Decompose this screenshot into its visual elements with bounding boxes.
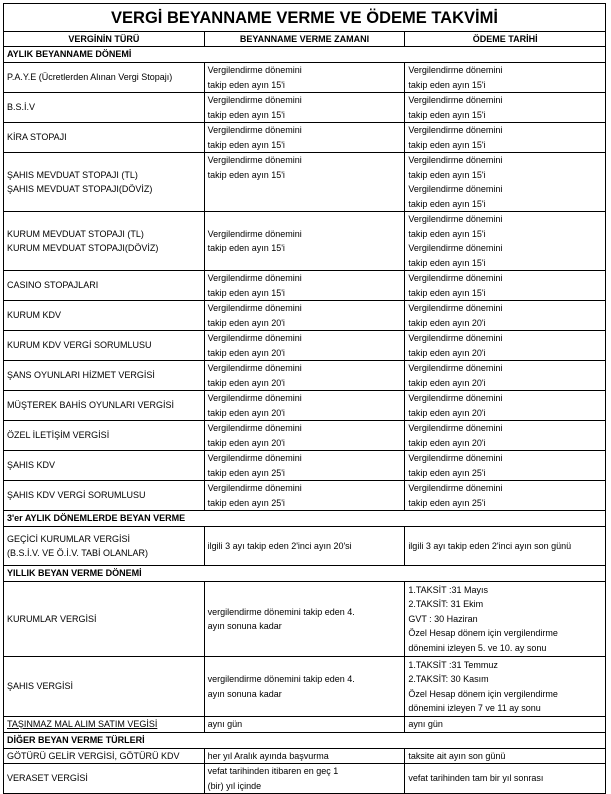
row-declaration bbox=[204, 212, 405, 271]
row-tax-name-line: (B.S.İ.V. VE Ö.İ.V. TABİ OLANLAR) bbox=[7, 548, 149, 558]
row-declaration-line: vefat tarihinden itibaren en geç 1 bbox=[207, 766, 339, 776]
row-declaration-line: takip eden ayın 20'i bbox=[207, 347, 285, 358]
row-tax-name bbox=[4, 764, 205, 794]
row-declaration-line: her yıl Aralık ayında başvurma bbox=[207, 750, 329, 761]
row-payment-line: takip eden ayın 15'i bbox=[408, 198, 486, 209]
row-declaration-line: Vergilendirme dönemini bbox=[207, 303, 302, 313]
row-payment bbox=[405, 93, 606, 123]
row-declaration-line: ayın sonuna kadar bbox=[207, 688, 282, 699]
row-payment-line: takip eden ayın 20'i bbox=[408, 317, 486, 328]
row-declaration-line: Vergilendirme dönemini bbox=[207, 95, 302, 105]
row-payment-line: Vergilendirme dönemini bbox=[408, 363, 503, 373]
row-payment-line: Vergilendirme dönemini bbox=[408, 453, 503, 463]
row-declaration-line: Vergilendirme dönemini bbox=[207, 65, 302, 75]
row-payment bbox=[405, 153, 606, 212]
row-payment-line: dönemini izleyen 7 ve 11 ay sonu bbox=[408, 703, 541, 713]
row-declaration-line: Vergilendirme dönemini bbox=[207, 125, 302, 135]
row-declaration-line: Vergilendirme dönemini bbox=[207, 483, 302, 493]
row-declaration-line: takip eden ayın 15'i bbox=[207, 79, 285, 90]
row-declaration: aynı gün bbox=[204, 717, 405, 733]
row-payment-line: takip eden ayın 15'i bbox=[408, 257, 486, 268]
row-declaration bbox=[204, 764, 405, 794]
row-declaration bbox=[204, 153, 405, 212]
row-tax-name bbox=[4, 331, 205, 361]
other-rows bbox=[4, 748, 606, 794]
row-payment-line: takip eden ayın 25'i bbox=[408, 467, 486, 478]
row-payment bbox=[405, 451, 606, 481]
section-other: DİĞER BEYAN VERME TÜRLERİ bbox=[4, 732, 606, 748]
header-payment-date: ÖDEME TARİHİ bbox=[405, 32, 606, 47]
row-tax-name-line: P.A.Y.E (Ücretlerden Alınan Vergi Stopajı) bbox=[7, 72, 173, 83]
row-tax-name bbox=[4, 717, 205, 733]
row-payment-line: Özel Hesap dönem için vergilendirme bbox=[408, 688, 558, 699]
row-payment-line: Vergilendirme dönemini bbox=[408, 423, 503, 433]
row-payment-line: Vergilendirme dönemini bbox=[408, 95, 503, 105]
row-tax-name bbox=[4, 63, 205, 93]
row-payment-line: takip eden ayın 15'i bbox=[408, 139, 486, 150]
row-payment-line: Vergilendirme dönemini bbox=[408, 184, 503, 194]
row-payment-line: Vergilendirme dönemini bbox=[408, 65, 503, 75]
row-payment-line: 1.TAKSİT :31 Temmuz bbox=[408, 659, 498, 670]
row-tax-name-line: ŞAHIS KDV VERGİ SORUMLUSU bbox=[7, 490, 146, 501]
row-declaration bbox=[204, 361, 405, 391]
row-tax-name-text: TAŞINMAZ MAL ALIM SATIM VEGİSİ bbox=[7, 719, 158, 729]
row-tax-name bbox=[4, 421, 205, 451]
row-declaration-line: ayın sonuna kadar bbox=[207, 621, 282, 631]
row-declaration-line: takip eden ayın 20'i bbox=[207, 437, 285, 448]
row-payment-line: takip eden ayın 20'i bbox=[408, 437, 486, 448]
table-row bbox=[4, 63, 606, 93]
row-payment: ilgili 3 ayı takip eden 2'inci ayın son günü bbox=[405, 527, 606, 566]
row-declaration bbox=[204, 391, 405, 421]
row-payment bbox=[405, 764, 606, 794]
row-tax-name-line: KURUMLAR VERGİSİ bbox=[7, 613, 97, 624]
row-tax-name-line: ÖZEL İLETİŞİM VERGİSİ bbox=[7, 430, 110, 441]
table-row bbox=[4, 331, 606, 361]
row-payment-line: Vergilendirme dönemini bbox=[408, 393, 503, 403]
row-tax-name-line: ŞAHIS MEVDUAT STOPAJI (TL) bbox=[7, 169, 138, 180]
row-declaration bbox=[204, 63, 405, 93]
table-row bbox=[4, 421, 606, 451]
row-declaration bbox=[204, 123, 405, 153]
row-declaration-line: takip eden ayın 20'i bbox=[207, 317, 285, 328]
row-tax-name-line: GEÇİCİ KURUMLAR VERGİSİ bbox=[7, 533, 131, 544]
row-declaration: ilgili 3 ayı takip eden 2'inci ayın 20'si bbox=[204, 527, 405, 566]
row-tax-name bbox=[4, 451, 205, 481]
row-declaration-line: vergilendirme dönemini takip eden 4. bbox=[207, 674, 355, 684]
table-row bbox=[4, 657, 606, 717]
row-tax-name bbox=[4, 748, 205, 764]
row-tax-name bbox=[4, 212, 205, 271]
row-tax-name-line: VERASET VERGİSİ bbox=[7, 773, 88, 784]
row-payment-line: Vergilendirme dönemini bbox=[408, 243, 503, 253]
row-payment-line: takip eden ayın 15'i bbox=[408, 287, 486, 298]
row-payment bbox=[405, 123, 606, 153]
row-declaration-line: takip eden ayın 15'i bbox=[207, 169, 285, 180]
row-tax-name-line: ŞAHIS MEVDUAT STOPAJI(DÖVİZ) bbox=[7, 184, 153, 194]
row-declaration-line: Vergilendirme dönemini bbox=[207, 423, 302, 433]
row-payment bbox=[405, 301, 606, 331]
table-row bbox=[4, 93, 606, 123]
row-payment-line: takip eden ayın 15'i bbox=[408, 79, 486, 90]
row-declaration-line: Vergilendirme dönemini bbox=[207, 333, 302, 343]
row-payment-line: takip eden ayın 15'i bbox=[408, 109, 486, 120]
row-payment bbox=[405, 271, 606, 301]
annual-rows bbox=[4, 582, 606, 717]
row-payment bbox=[405, 331, 606, 361]
row-payment bbox=[405, 63, 606, 93]
row-declaration-line: Vergilendirme dönemini bbox=[207, 273, 302, 283]
section-monthly: AYLIK BEYANNAME DÖNEMİ bbox=[4, 47, 606, 63]
row-declaration-line: Vergilendirme dönemini bbox=[207, 453, 302, 463]
section-annual: YILLIK BEYAN VERME DÖNEMİ bbox=[4, 566, 606, 582]
row-declaration-line: takip eden ayın 20'i bbox=[207, 407, 285, 418]
section-quarterly: 3'er AYLIK DÖNEMLERDE BEYAN VERME bbox=[4, 511, 606, 527]
table-row bbox=[4, 527, 606, 566]
table-row bbox=[4, 153, 606, 212]
row-payment-line: Vergilendirme dönemini bbox=[408, 155, 503, 165]
row-payment-line: Vergilendirme dönemini bbox=[408, 273, 503, 283]
monthly-rows bbox=[4, 63, 606, 511]
table-row bbox=[4, 717, 606, 733]
row-tax-name bbox=[4, 481, 205, 511]
row-payment-line: vefat tarihinden tam bir yıl sonrası bbox=[408, 773, 544, 784]
row-declaration bbox=[204, 748, 405, 764]
table-row bbox=[4, 301, 606, 331]
row-payment-line: Vergilendirme dönemini bbox=[408, 125, 503, 135]
row-payment bbox=[405, 361, 606, 391]
page-title: VERGİ BEYANNAME VERME VE ÖDEME TAKVİMİ bbox=[4, 4, 606, 32]
table-row bbox=[4, 391, 606, 421]
row-declaration-line: takip eden ayın 25'i bbox=[207, 497, 285, 508]
row-payment-line: dönemini izleyen 5. ve 10. ay sonu bbox=[408, 642, 547, 653]
row-tax-name bbox=[4, 527, 205, 566]
row-payment-line: taksite ait ayın son günü bbox=[408, 750, 506, 761]
header-declaration-time: BEYANNAME VERME ZAMANI bbox=[204, 32, 405, 47]
row-declaration bbox=[204, 331, 405, 361]
tax-calendar-table bbox=[3, 3, 606, 794]
row-tax-name-line: KİRA STOPAJI bbox=[7, 132, 67, 143]
row-payment-line: takip eden ayın 15'i bbox=[408, 169, 486, 180]
row-payment bbox=[405, 481, 606, 511]
row-payment-line: Özel Hesap dönem için vergilendirme bbox=[408, 628, 558, 639]
row-declaration-line: takip eden ayın 15'i bbox=[207, 287, 285, 298]
table-row bbox=[4, 481, 606, 511]
row-tax-name bbox=[4, 123, 205, 153]
row-declaration-line bbox=[208, 197, 402, 212]
row-tax-name-line: KURUM KDV VERGİ SORUMLUSU bbox=[7, 340, 152, 351]
row-tax-name-line: ŞAHIS KDV bbox=[7, 460, 56, 471]
row-declaration-line: takip eden ayın 15'i bbox=[207, 109, 285, 120]
row-tax-name-line: B.S.İ.V bbox=[7, 102, 36, 113]
row-tax-name bbox=[4, 582, 205, 657]
row-payment-line: takip eden ayın 20'i bbox=[408, 347, 486, 358]
row-tax-name bbox=[4, 361, 205, 391]
row-declaration bbox=[204, 271, 405, 301]
row-payment-line: 1.TAKSİT :31 Mayıs bbox=[408, 584, 489, 595]
row-declaration-line: takip eden ayın 25'i bbox=[207, 467, 285, 478]
row-payment-line: takip eden ayın 15'i bbox=[408, 228, 486, 239]
row-tax-name-line: KURUM KDV bbox=[7, 310, 62, 321]
row-declaration bbox=[204, 657, 405, 717]
table-row bbox=[4, 748, 606, 764]
row-payment-line: Vergilendirme dönemini bbox=[408, 483, 503, 493]
row-payment-line: Vergilendirme dönemini bbox=[408, 333, 503, 343]
row-declaration-line: takip eden ayın 15'i bbox=[207, 139, 285, 150]
table-row bbox=[4, 451, 606, 481]
table-row bbox=[4, 764, 606, 794]
header-tax-type: VERGİNİN TÜRÜ bbox=[4, 32, 205, 47]
row-declaration-line: Vergilendirme dönemini bbox=[207, 155, 302, 165]
row-payment-line: takip eden ayın 20'i bbox=[408, 407, 486, 418]
row-tax-name-line: ŞANS OYUNLARI HİZMET VERGİSİ bbox=[7, 370, 155, 381]
row-declaration bbox=[204, 93, 405, 123]
row-declaration bbox=[204, 582, 405, 657]
row-declaration bbox=[204, 301, 405, 331]
row-declaration-line: Vergilendirme dönemini bbox=[207, 228, 302, 239]
row-declaration-line: takip eden ayın 15'i bbox=[207, 243, 285, 253]
row-payment bbox=[405, 212, 606, 271]
table-row bbox=[4, 361, 606, 391]
row-tax-name-line: KURUM MEVDUAT STOPAJI (TL) bbox=[7, 228, 144, 239]
row-tax-name-line: GÖTÜRÜ GELİR VERGİSİ, GÖTÜRÜ KDV bbox=[7, 750, 180, 761]
row-payment bbox=[405, 657, 606, 717]
row-declaration-line: Vergilendirme dönemini bbox=[207, 393, 302, 403]
row-payment bbox=[405, 391, 606, 421]
row-declaration-line bbox=[208, 182, 402, 197]
row-tax-name-line: CASINO STOPAJLARI bbox=[7, 280, 99, 291]
row-declaration bbox=[204, 481, 405, 511]
row-payment-line: GVT : 30 Haziran bbox=[408, 613, 478, 624]
row-declaration-line: takip eden ayın 20'i bbox=[207, 377, 285, 388]
row-tax-name-line: KURUM MEVDUAT STOPAJI(DÖVİZ) bbox=[7, 243, 159, 253]
row-payment: aynı gün bbox=[405, 717, 606, 733]
row-tax-name bbox=[4, 301, 205, 331]
row-payment-line: 2.TAKSİT: 31 Ekim bbox=[408, 599, 484, 610]
row-tax-name bbox=[4, 93, 205, 123]
row-tax-name-line: MÜŞTEREK BAHİS OYUNLARI VERGİSİ bbox=[7, 400, 175, 411]
table-row bbox=[4, 212, 606, 271]
row-tax-name bbox=[4, 153, 205, 212]
table-row bbox=[4, 271, 606, 301]
row-payment-line: 2.TAKSİT: 30 Kasım bbox=[408, 674, 489, 684]
row-payment-line: Vergilendirme dönemini bbox=[408, 303, 503, 313]
row-declaration bbox=[204, 421, 405, 451]
row-tax-name bbox=[4, 657, 205, 717]
row-declaration-line: Vergilendirme dönemini bbox=[207, 363, 302, 373]
table-row bbox=[4, 582, 606, 657]
row-declaration-line: (bir) yıl içinde bbox=[207, 780, 262, 791]
row-declaration bbox=[204, 451, 405, 481]
row-payment bbox=[405, 421, 606, 451]
row-payment-line: takip eden ayın 20'i bbox=[408, 377, 486, 388]
row-payment bbox=[405, 582, 606, 657]
table-row bbox=[4, 123, 606, 153]
row-payment bbox=[405, 748, 606, 764]
row-payment-line: takip eden ayın 25'i bbox=[408, 497, 486, 508]
row-payment-line: Vergilendirme dönemini bbox=[408, 214, 503, 224]
row-tax-name-line: ŞAHIS VERGİSİ bbox=[7, 681, 74, 692]
row-tax-name bbox=[4, 391, 205, 421]
row-declaration-line: vergilendirme dönemini takip eden 4. bbox=[207, 606, 355, 617]
row-tax-name bbox=[4, 271, 205, 301]
